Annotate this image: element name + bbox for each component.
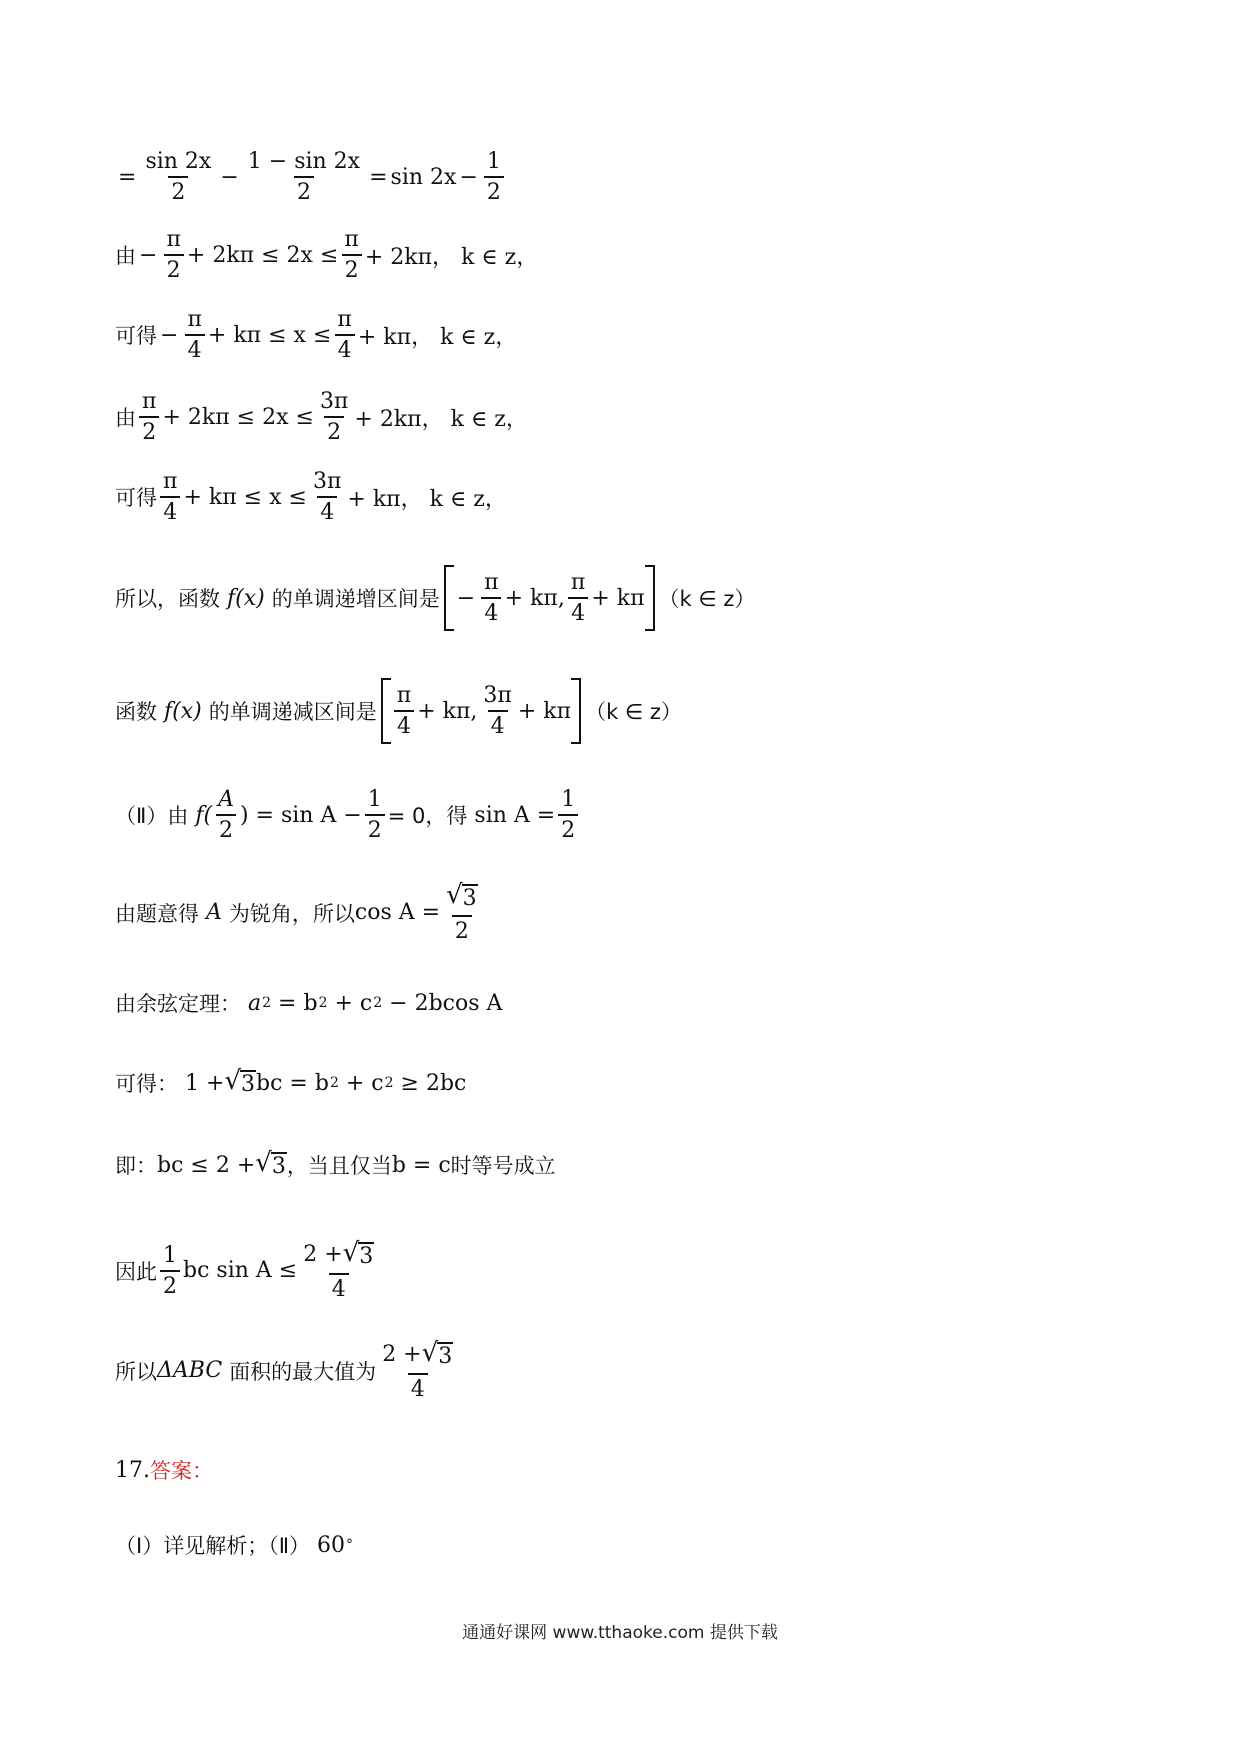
equation-line-5: 可得 $\frac{\pi}{4}$ + kπ ≤ x ≤ $\frac{3\pi}{4}$ + kπ， k ∈ z， <box>115 469 507 526</box>
equation-line-3: 可得 − $\frac{\pi}{4}$ + kπ ≤ x ≤ $\frac{\pi}{4}$ + kπ， k ∈ z， <box>115 307 518 364</box>
interval-bracket: − $\frac{\pi}{4}$ + kπ , $\frac{\pi}{4}$ + kπ <box>444 565 655 631</box>
answer-heading: 17. 答案： <box>115 1457 213 1483</box>
equation-line-2: 由 − $\frac{\pi}{2}$ + 2kπ ≤ 2x ≤ $\frac{\pi}{2}$ + 2kπ， k ∈ z， <box>115 227 539 284</box>
fraction: $\frac{\sin 2x}{2}$ <box>145 149 212 206</box>
increasing-interval-line: 所以，函数 f(x) 的单调递增区间是 − $\frac{\pi}{4}$ + kπ , $\frac{\pi}{4}$ + kπ （k ∈ z） <box>115 565 755 631</box>
fraction: $\frac{1 - \sin 2x}{2}$ <box>247 149 361 206</box>
equation-line-4: 由 $\frac{\pi}{2}$ + 2kπ ≤ 2x ≤ $\frac{3\pi}{2}$ + 2kπ， k ∈ z， <box>115 389 528 446</box>
area-bound-line: 因此 $\frac{1}{2}$ bc sin A ≤ 2 + √ 3 4 <box>115 1238 374 1303</box>
page-footer: 通通好课网 www.tthaoke.com 提供下载 <box>462 1623 778 1643</box>
cosine-law-line: 由余弦定理： a 2 = b 2 + c 2 − 2bcos A <box>115 990 503 1016</box>
part-two-line: （Ⅱ）由 f( $\frac{A}{2}$ ) = sin A − $\frac{1}{2}$ = 0，得 sin A = $\frac{1}{2}$ <box>115 788 581 842</box>
fraction: $\frac{1}{2}$ <box>484 150 504 204</box>
derived-line: 可得： 1 + √ 3 bc = b 2 + c 2 ≥ 2bc <box>115 1066 467 1097</box>
interval-bracket: $\frac{\pi}{4}$ + kπ , $\frac{3\pi}{4}$ + kπ <box>381 678 581 744</box>
max-area-line: 所以 ΔABC 面积的最大值为 2 + √ 3 4 <box>115 1338 453 1403</box>
decreasing-interval-line: 函数 f(x) 的单调递减区间是 $\frac{\pi}{4}$ + kπ , $\frac{3\pi}{4}$ + kπ （k ∈ z） <box>115 678 682 744</box>
answer-line: （Ⅰ）详见解析；（Ⅱ） 60 ° <box>115 1532 354 1558</box>
equation-line-1: = $\frac{\sin 2x}{2}$ − $\frac{1 - \sin 2x}{2}$ = sin 2x − $\frac{1}{2}$ <box>115 150 507 204</box>
acute-angle-line: 由题意得 A 为锐角，所以 cos A = √ 3 2 <box>115 880 477 945</box>
equality-condition-line: 即： bc ≤ 2 + √ 3 ，当且仅当 b = c 时等号成立 <box>115 1148 556 1179</box>
